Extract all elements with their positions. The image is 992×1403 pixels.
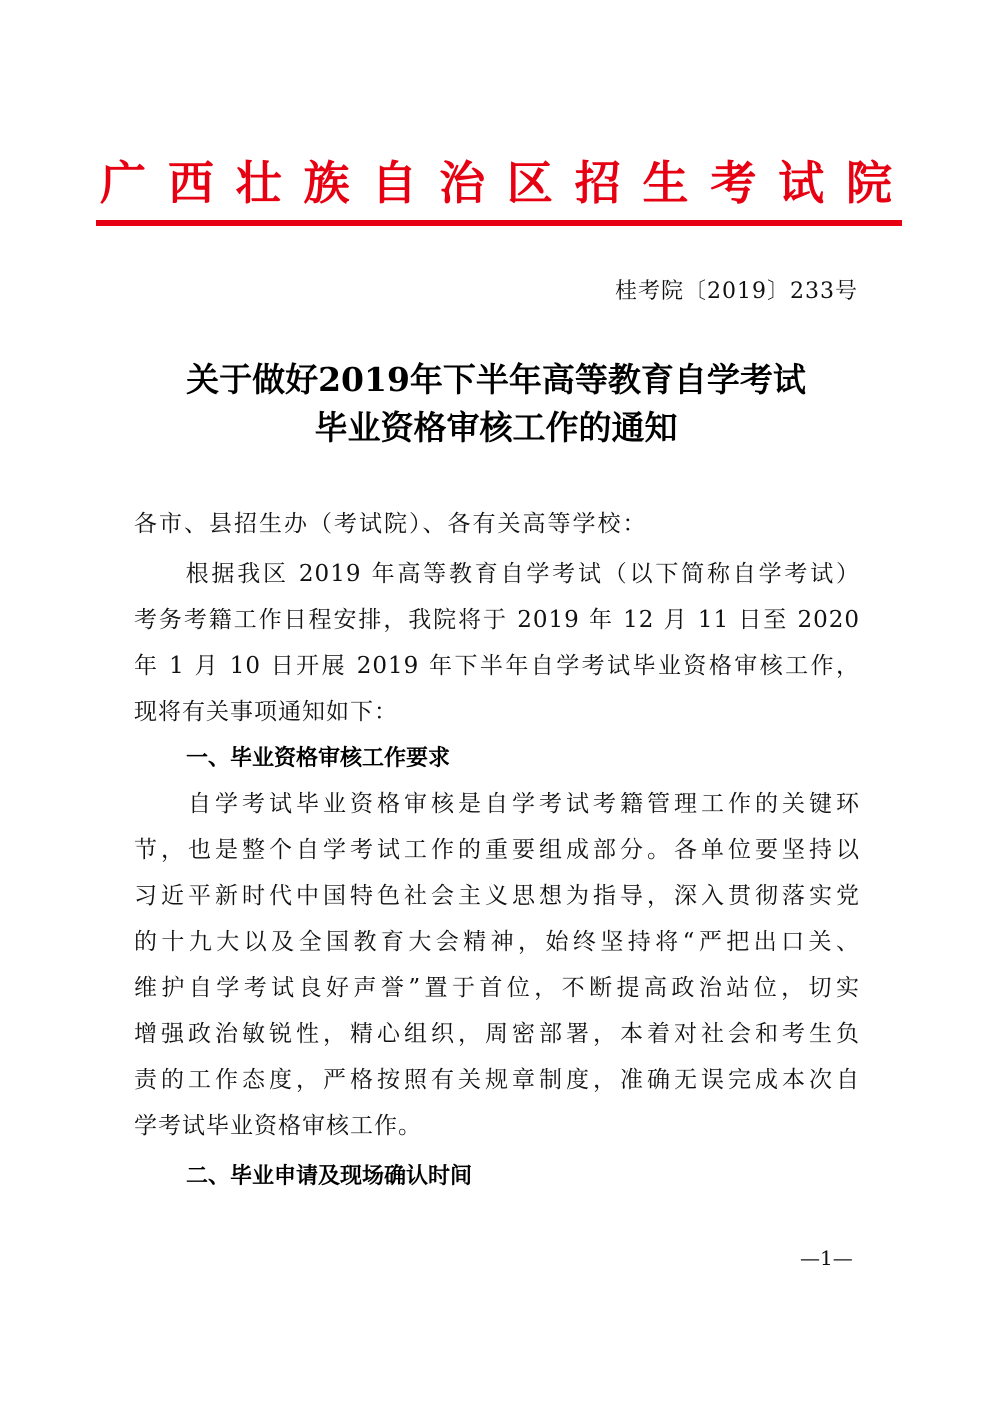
paragraph-intro bbox=[134, 551, 860, 735]
masthead-title bbox=[96, 148, 896, 212]
masthead-char: 广 bbox=[100, 156, 146, 210]
section-heading-1: 一、毕业资格审核工作要求 bbox=[186, 746, 451, 771]
masthead-char: 招 bbox=[574, 156, 621, 210]
document-title-line-1: 关于做好2019年下半年高等教育自学考试 bbox=[186, 360, 806, 399]
masthead-red-rule bbox=[96, 220, 902, 226]
masthead-char: 族 bbox=[303, 156, 350, 210]
masthead-char: 考 bbox=[710, 156, 757, 210]
paragraph-line: 增强政治敏锐性，精心组织，周密部署，本着对社会和考生负 bbox=[134, 1021, 860, 1047]
paragraph-line: 节，也是整个自学考试工作的重要组成部分。各单位要坚持以 bbox=[134, 837, 860, 863]
masthead-char: 试 bbox=[778, 156, 825, 210]
paragraph-line: 自学考试毕业资格审核是自学考试考籍管理工作的关键环 bbox=[134, 791, 860, 817]
paragraph-line: 责的工作态度，严格按照有关规章制度，准确无误完成本次自 bbox=[134, 1067, 860, 1093]
salutation: 各市、县招生办（考试院）、各有关高等学校： bbox=[134, 511, 648, 537]
section-heading-2: 二、毕业申请及现场确认时间 bbox=[186, 1164, 473, 1189]
paragraph-line: 的十九大以及全国教育大会精神，始终坚持将“严把出口关、 bbox=[134, 929, 860, 955]
paragraph-line: 学考试毕业资格审核工作。 bbox=[134, 1113, 422, 1139]
paragraph-line: 现将有关事项通知如下： bbox=[134, 699, 398, 725]
masthead-char: 自 bbox=[371, 156, 418, 210]
masthead-char: 院 bbox=[845, 156, 892, 210]
masthead-char: 壮 bbox=[235, 156, 282, 210]
paragraph-requirements bbox=[134, 781, 860, 1149]
paragraph-line: 年 1 月 10 日开展 2019 年下半年自学考试毕业资格审核工作， bbox=[134, 653, 860, 679]
paragraph-line: 考务考籍工作日程安排，我院将于 2019 年 12 月 11 日至 2020 bbox=[134, 607, 860, 633]
masthead-char: 西 bbox=[167, 156, 214, 210]
paragraph-line: 习近平新时代中国特色社会主义思想为指导，深入贯彻落实党 bbox=[134, 883, 860, 909]
document-number: 桂考院〔2019〕233号 bbox=[615, 279, 858, 304]
masthead-char: 治 bbox=[439, 156, 486, 210]
masthead-char: 生 bbox=[642, 156, 689, 210]
page-number: —1— bbox=[800, 1246, 853, 1270]
paragraph-line: 根据我区 2019 年高等教育自学考试（以下简称自学考试） bbox=[134, 561, 860, 587]
masthead-char: 区 bbox=[506, 156, 553, 210]
paragraph-line: 维护自学考试良好声誉”置于首位，不断提高政治站位，切实 bbox=[134, 975, 860, 1001]
document-title bbox=[0, 356, 992, 452]
document-title-line-2: 毕业资格审核工作的通知 bbox=[314, 408, 678, 447]
